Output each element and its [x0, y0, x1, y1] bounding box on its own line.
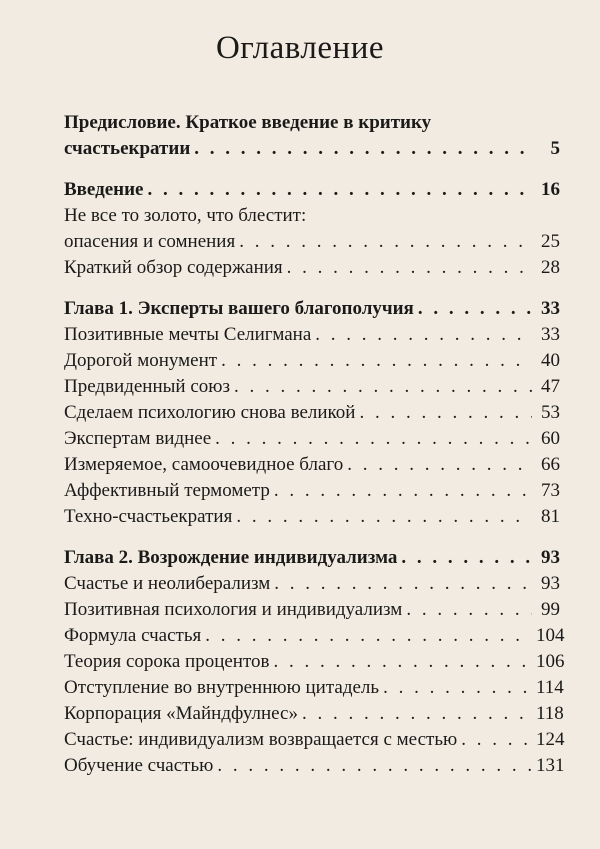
- toc-entry-title: Предвиденный союз: [64, 376, 230, 397]
- toc-entry-title: Техно-счастьекратия: [64, 506, 233, 527]
- toc-page-number: 66: [541, 454, 560, 475]
- toc-page-number: 28: [541, 257, 560, 278]
- table-of-contents: [64, 110, 565, 779]
- toc-entry[interactable]: [64, 478, 560, 504]
- toc-page-number: 93: [541, 547, 560, 568]
- toc-entry[interactable]: [64, 452, 560, 478]
- toc-entry-title: Теория сорока процентов: [64, 651, 270, 672]
- toc-entry-title: Сделаем психологию снова великой: [64, 402, 356, 423]
- toc-entry[interactable]: [64, 675, 564, 701]
- toc-entry-title: Счастье: индивидуализм возвращается с местью: [64, 729, 458, 750]
- toc-entry-title: Глава 1. Эксперты вашего благополучия: [64, 298, 414, 319]
- leader-dots: [236, 504, 532, 530]
- toc-entry-title-line1: Не все то золото, что блестит:: [64, 205, 307, 226]
- leader-dots: [406, 597, 532, 623]
- leader-dots: [302, 701, 532, 727]
- toc-entry-title: Дорогой монумент: [64, 350, 218, 371]
- toc-entry[interactable]: [64, 400, 560, 426]
- toc-entry-title: Измеряемое, самоочевидное благо: [64, 454, 344, 475]
- leader-dots: [205, 623, 532, 649]
- toc-entry-title: Корпорация «Майндфулнес»: [64, 703, 298, 724]
- toc-entry[interactable]: [64, 753, 565, 779]
- toc-entry-title: Отступление во внутреннюю цитадель: [64, 677, 380, 698]
- toc-page-number: 104: [536, 625, 565, 646]
- toc-entry[interactable]: [64, 649, 565, 675]
- toc-page-number: 33: [541, 324, 560, 345]
- leader-dots: [315, 322, 532, 348]
- leader-dots: [194, 136, 532, 162]
- leader-dots: [215, 426, 532, 452]
- leader-dots: [274, 478, 532, 504]
- toc-entry-title: Позитивные мечты Селигмана: [64, 324, 312, 345]
- toc-entry-introduction[interactable]: [64, 177, 560, 203]
- leader-dots: [418, 296, 532, 322]
- toc-entry[interactable]: [64, 426, 560, 452]
- leader-dots: [221, 348, 532, 374]
- toc-entry[interactable]: [64, 727, 565, 753]
- toc-entry[interactable]: [64, 348, 560, 374]
- toc-entry[interactable]: [64, 597, 560, 623]
- toc-page-number: 131: [536, 755, 565, 776]
- toc-entry[interactable]: [64, 322, 560, 348]
- toc-page-number: 93: [541, 573, 560, 594]
- toc-entry[interactable]: [64, 255, 560, 281]
- toc-page-number: 118: [536, 703, 564, 724]
- toc-entry-title-line2: счастьекратии: [64, 138, 191, 159]
- leader-dots: [461, 727, 532, 753]
- toc-page-number: 60: [541, 428, 560, 449]
- toc-page-number: 40: [541, 350, 560, 371]
- toc-entry-title: Формула счастья: [64, 625, 202, 646]
- leader-dots: [217, 753, 532, 779]
- leader-dots: [287, 255, 532, 281]
- toc-entry-preface[interactable]: [64, 110, 560, 162]
- page-title: Оглавление: [215, 30, 385, 66]
- leader-dots: [401, 545, 532, 571]
- toc-page-number: 25: [541, 231, 560, 252]
- leader-dots: [274, 571, 532, 597]
- toc-page-number: 99: [541, 599, 560, 620]
- toc-page-number: 106: [536, 651, 565, 672]
- leader-dots: [234, 374, 532, 400]
- leader-dots: [239, 229, 532, 255]
- toc-page-number: 53: [541, 402, 560, 423]
- toc-page-number: 33: [541, 298, 560, 319]
- toc-entry[interactable]: [64, 504, 560, 530]
- toc-entry-title: Позитивная психология и индивидуализм: [64, 599, 403, 620]
- toc-entry[interactable]: [64, 571, 560, 597]
- leader-dots: [274, 649, 533, 675]
- toc-page-number: 73: [541, 480, 560, 501]
- leader-dots: [347, 452, 532, 478]
- toc-entry-title: Обучение счастью: [64, 755, 214, 776]
- leader-dots: [359, 400, 532, 426]
- toc-entry-title: Краткий обзор содержания: [64, 257, 283, 278]
- toc-entry-title: Аффективный термометр: [64, 480, 270, 501]
- toc-entry[interactable]: [64, 203, 560, 255]
- toc-entry-title-line2: опасения и сомнения: [64, 231, 236, 252]
- toc-entry-title-line1: Предисловие. Краткое введение в критику: [64, 112, 432, 133]
- toc-entry[interactable]: [64, 623, 565, 649]
- toc-page-number: 47: [541, 376, 560, 397]
- toc-page-number: 5: [550, 138, 560, 159]
- toc-page-number: 81: [541, 506, 560, 527]
- toc-entry-title: Глава 2. Возрождение индивидуализма: [64, 547, 398, 568]
- toc-entry-title: Счастье и неолиберализм: [64, 573, 271, 594]
- toc-page-number: 124: [536, 729, 565, 750]
- leader-dots: [148, 177, 533, 203]
- toc-page-number: 16: [541, 179, 560, 200]
- toc-entry-chapter-2[interactable]: [64, 545, 560, 571]
- leader-dots: [383, 675, 532, 701]
- toc-entry-chapter-1[interactable]: [64, 296, 560, 322]
- toc-page-number: 114: [536, 677, 564, 698]
- toc-entry-title: Экспертам виднее: [64, 428, 212, 449]
- toc-entry-title: Введение: [64, 179, 144, 200]
- toc-entry[interactable]: [64, 374, 560, 400]
- toc-entry[interactable]: [64, 701, 564, 727]
